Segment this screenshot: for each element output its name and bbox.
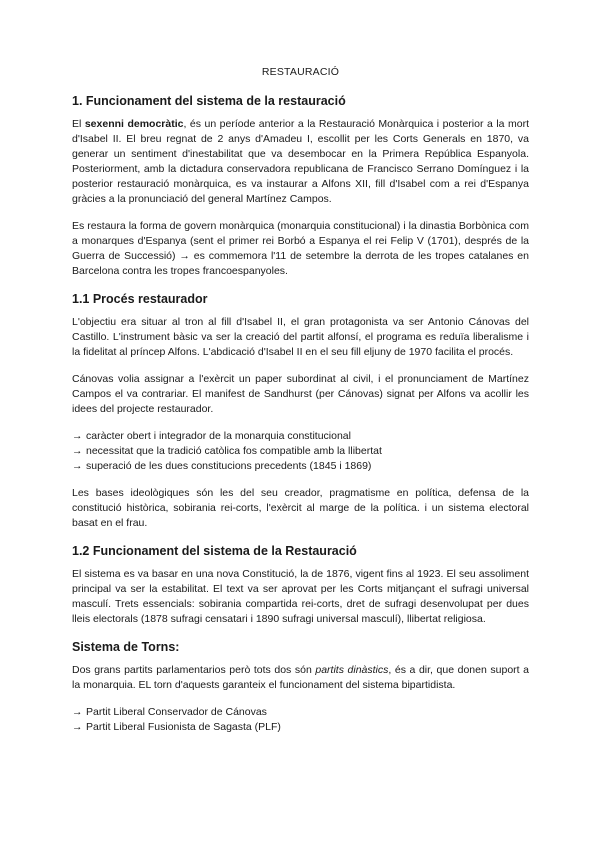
paragraph-sexenni-lead: El <box>72 118 85 130</box>
list-item: → necessitat que la tradició catòlica fos compatible amb la llibertat <box>72 445 382 457</box>
arrow-icon: → <box>72 445 83 457</box>
list-item: → Partit Liberal Fusionista de Sagasta (PLF) <box>72 721 281 733</box>
paragraph-partits: Dos grans partits parlamentarios però tots dos són partits dinàstics, és a dir, que donen suport a la monarquia. EL torn d'aquests garanteix el funcionament del sistema bipartidista. <box>72 664 529 691</box>
paragraph-sexenni-body: , és un període anterior a la Restauració Monàrquica i posterior a la mort d'Isabel II. El breu regnat de 2 anys d'Amadeu I, escollit per les Corts Generals en 1870, va generar un sentiment d'inestabilitat que va desembocar en la Primera República Espanyola. Posteriorment, amb la dictadura conservadora republicana de Francisco Serrano Domínguez i la posterior restauració monàrquica, es va instaurar a Alfons XII, fill d'Isabel com a rei d'Espanya gràcies a la pronunciació del general Martínez Campos. <box>72 118 529 205</box>
section-heading-funcionament-restauracio: 1.2 Funcionament del sistema de la Restauració <box>72 544 357 558</box>
list-manifest-ideas <box>72 429 529 474</box>
list-item: → superació de les dues constitucions precedents (1845 i 1869) <box>72 460 372 472</box>
section-heading-sistema-torns: Sistema de Torns: <box>72 640 180 654</box>
document-title: RESTAURACIÓ <box>261 66 340 78</box>
term-sexenni-democratic: sexenni democràtic <box>84 118 184 130</box>
section-heading-funcionament: 1. Funcionament del sistema de la restauració <box>72 94 346 108</box>
arrow-icon: → <box>72 430 83 442</box>
document-page <box>72 66 529 747</box>
list-item: → caràcter obert i integrador de la monarquia constitucional <box>72 430 351 442</box>
term-partits-dinastics: partits dinàstics <box>315 664 389 676</box>
paragraph-canovas: Cánovas volia assignar a l'exèrcit un paper subordinat al civil, i el pronunciament de Martínez Campos el va contrariar. El manifest de Sandhurst (per Cánovas) signat per Alfons va acollir les idees del projecte restaurador. <box>72 373 529 415</box>
section-heading-proces-restaurador: 1.1 Procés restaurador <box>72 292 208 306</box>
paragraph-restaura: Es restaura la forma de govern monàrquica (monarquia constitucional) i la dinastia Borbònica com a monarques d'Espanya (sent el primer rei Borbó a Espanya el rei Felip V (1701), després de la Guerra de Successió) → es commemora l'11 de setembre la derrota de les tropes catalanes en Barcelona contra les tropes francoespanyoles. <box>72 220 529 277</box>
arrow-icon: → <box>72 460 83 472</box>
paragraph-sexenni <box>72 117 529 207</box>
paragraph-objectiu: L'objectiu era situar al tron al fill d'Isabel II, el gran protagonista va ser Antonio Cánovas del Castillo. L'instrument bàsic va ser la creació del partit alfonsí, el programa es reduïa liberalisme i la fidelitat al príncep Alfons. L'abdicació d'Isabel II en el seu fill eljuny de 1970 facilita el procés. <box>72 316 529 358</box>
list-partits <box>72 705 529 735</box>
list-item: → Partit Liberal Conservador de Cánovas <box>72 706 267 718</box>
arrow-icon: → <box>72 721 83 733</box>
paragraph-bases-ideologiques: Les bases ideològiques són les del seu creador, pragmatisme en política, defensa de la constitució històrica, sobirania rei-corts, l'exèrcit al marge de la política. i un sistema electoral basat en el frau. <box>72 487 529 529</box>
paragraph-constitucio: El sistema es va basar en una nova Constitució, la de 1876, vigent fins al 1923. El seu assoliment principal va ser la estabilitat. El text va ser aprovat per les Corts mitjançant el sufragi universal masculí. Trets essencials: sobirania compartida rei-corts, dret de sufragi desenvolupat per dues lleis electorals (1878 sufragi censatari i 1890 sufragi universal masculí), llibertat religiosa. <box>72 568 529 625</box>
arrow-icon: → <box>72 706 83 718</box>
